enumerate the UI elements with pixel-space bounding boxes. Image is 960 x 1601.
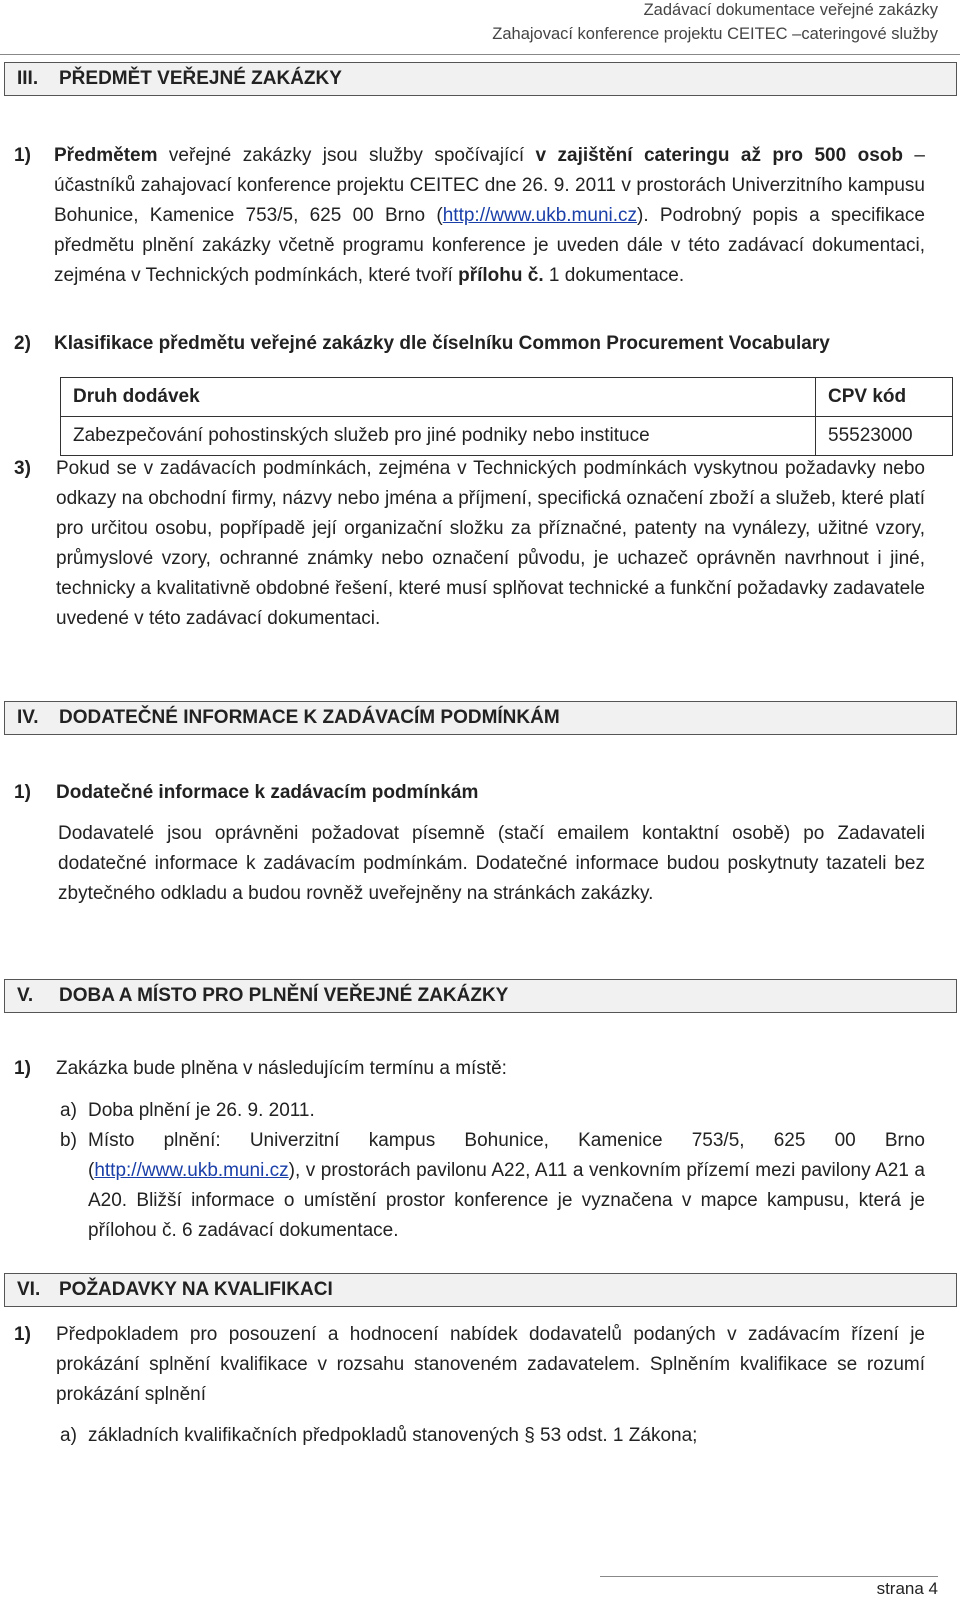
section-heading-vi	[4, 1273, 957, 1307]
section-heading-v	[4, 979, 957, 1013]
col-header-supply-type: Druh dodávek	[61, 378, 816, 417]
header-divider	[0, 54, 960, 55]
subject-catering: v zajištění cateringu až pro 500 osob	[535, 145, 903, 166]
additional-info-heading: Dodatečné informace k zadávacím podmínkám	[56, 782, 479, 803]
page-number: strana 4	[876, 1579, 938, 1598]
subject-paragraph: Předmětem veřejné zakázky jsou služby spočívající v zajištění cateringu až pro 500 osob – účastníků zahajovací konference projektu CEITEC dne 26. 9. 2011 v prostorách Univerzitního kampusu Bohunice, Kamenice 753/5, 625 00 Brno (http://www.ukb.muni.cz). Podrobný popis a specifikace předmětu plnění zakázky včetně programu konference je uveden dále v této zadávací dokumentaci, zejména v Technických podmínkách, které tvoří přílohu č. 1 dokumentace.	[54, 145, 925, 286]
equivalent-solution-paragraph: Pokud se v zadávacích podmínkách, zejména v Technických podmínkách vyskytnou požadavky nebo odkazy na obchodní firmy, názvy nebo jména a příjmení, specifická označení zboží a služeb, které platí pro určitou osobu, popřípadě její organizační složku za příznačné, patenty na vynálezy, užitné vzory, průmyslové vzory, ochranné známky nebo označení původu, je uchazeč oprávněn navrhnout i jiné, technicky a kvalitativně obdobné řešení, které musí splňovat technické a funkční požadavky zadavatele uvedené v této zadávací dokumentaci.	[56, 458, 925, 629]
item-number: 1)	[14, 1324, 31, 1345]
item-number: 1)	[14, 1058, 31, 1079]
list-label: a)	[60, 1100, 77, 1121]
col-header-cpv-code: CPV kód	[816, 378, 953, 417]
item-number: 2)	[14, 333, 31, 354]
cpv-heading: Klasifikace předmětu veřejné zakázky dle číselníku Common Procurement Vocabulary	[54, 333, 830, 354]
section-title: PŘEDMĚT VEŘEJNÉ ZAKÁZKY	[59, 68, 342, 89]
qualification-paragraph: Předpokladem pro posouzení a hodnocení nabídek dodavatelů podaných v zadávacím řízení je prokázání splnění kvalifikace v rozsahu stanoveném zadavatelem. Splněním kvalifikace se rozumí prokázání splnění	[56, 1324, 925, 1405]
campus-link[interactable]: http://www.ukb.muni.cz	[442, 205, 638, 226]
item-number: 3)	[14, 458, 31, 479]
cpv-table	[60, 377, 953, 456]
performance-place: Místo plnění: Univerzitní kampus Bohunice, Kamenice 753/5, 625 00 Brno (http://www.ukb.muni.cz), v prostorách pavilonu A22, A11 a venkovním přízemí mezi pavilony A21 a A20. Bližší informace o umístění prostor konference je vyznačena v mapce kampusu, která je přílohou č. 6 zadávací dokumentace.	[88, 1130, 925, 1241]
list-label: b)	[60, 1130, 77, 1151]
list-label: a)	[60, 1425, 77, 1446]
item-number: 1)	[14, 145, 31, 166]
footer-divider	[600, 1576, 938, 1577]
section-number: V.	[17, 985, 34, 1006]
cpv-code-cell: 55523000	[816, 417, 953, 456]
section-heading-iii	[4, 62, 957, 96]
table-header-row	[61, 378, 953, 417]
document-header-title: Zadávací dokumentace veřejné zakázky	[643, 1, 938, 19]
section-title: POŽADAVKY NA KVALIFIKACI	[59, 1279, 333, 1300]
supply-type-cell: Zabezpečování pohostinských služeb pro jiné podniky nebo instituce	[61, 417, 816, 456]
item-number: 1)	[14, 782, 31, 803]
section-title: DODATEČNÉ INFORMACE K ZADÁVACÍM PODMÍNKÁM	[59, 707, 560, 728]
section-heading-iv	[4, 701, 957, 735]
attachment-ref: přílohu č.	[458, 265, 544, 286]
performance-date: Doba plnění je 26. 9. 2011.	[88, 1100, 315, 1121]
table-row	[61, 417, 953, 456]
campus-link[interactable]: http://www.ukb.muni.cz	[94, 1160, 289, 1181]
section-title: DOBA A MÍSTO PRO PLNĚNÍ VEŘEJNÉ ZAKÁZKY	[59, 985, 509, 1006]
additional-info-paragraph: Dodavatelé jsou oprávněni požadovat písemně (stačí emailem kontaktní osobě) po Zadavateli dodatečné informace k zadávacím podmínkám. Dodatečné informace budou poskytnuty tazateli bez zbytečného odkladu a budou rovněž uveřejněny na stránkách zakázky.	[58, 823, 925, 904]
section-number: IV.	[17, 707, 39, 728]
section-number: VI.	[17, 1279, 41, 1300]
basic-qualification: základních kvalifikačních předpokladů stanovených § 53 odst. 1 Zákona;	[88, 1425, 698, 1446]
section-number: III.	[17, 68, 39, 89]
performance-intro: Zakázka bude plněna v následujícím termínu a místě:	[56, 1058, 507, 1079]
subject-lead: Předmětem	[54, 145, 158, 166]
document-header-subtitle: Zahajovací konference projektu CEITEC –cateringové služby	[492, 25, 938, 43]
